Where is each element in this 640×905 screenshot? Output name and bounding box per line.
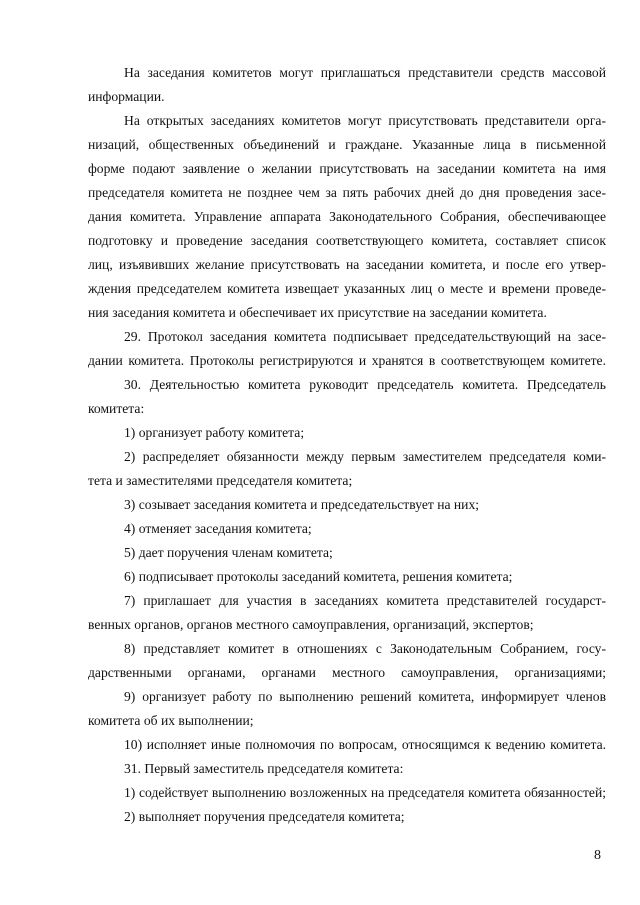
text-line: 4) отменяет заседания комитета; [124,521,312,536]
text-line: 10) исполняет иные полномочия по вопросам, относящимся к ведению комитета. [124,737,606,752]
text-line: 8) представляет комитет в отношениях с Законодательным Собранием, госу- [124,641,606,656]
text-line: дании комитета. Протоколы регистрируются и хранятся в соответствующем комитете. [88,353,606,368]
text-line: На открытых заседаниях комитетов могут присутствовать представители орга- [124,113,606,128]
text-line: комитета: [88,401,145,416]
text-line: дарственными органами, органами местного самоуправления, организациями; [88,665,606,680]
text-line: форме подают заявление о желании присутствовать на заседании комитета на имя [88,161,606,176]
text-line: 5) дает поручения членам комитета; [124,545,333,560]
text-line: На заседания комитетов могут приглашаться представители средств массовой [124,65,606,80]
text-line: 6) подписывает протоколы заседаний комитета, решения комитета; [124,569,513,584]
text-line: дания комитета. Управление аппарата Законодательного Собрания, обеспечивающее [88,209,606,224]
text-line: председателя комитета не позднее чем за пять рабочих дней до дня проведения засе- [88,185,606,200]
text-line: 31. Первый заместитель председателя комитета: [124,761,404,776]
text-line: лиц, изъявивших желание присутствовать на заседании комитета, и после его утвер- [88,257,606,272]
text-line: 9) организует работу по выполнению решений комитета, информирует членов [124,689,606,704]
text-line: 1) содействует выполнению возложенных на председателя комитета обязанностей; [124,785,606,800]
text-line: 30. Деятельностью комитета руководит председатель комитета. Председатель [124,377,606,392]
text-line: комитета об их выполнении; [88,713,254,728]
text-line: 29. Протокол заседания комитета подписывает председательствующий на засе- [124,329,606,344]
text-line: 2) выполняет поручения председателя комитета; [124,809,405,824]
page-number: 8 [594,848,601,863]
text-line: тета и заместителями председателя комитета; [88,473,353,488]
text-line: 2) распределяет обязанности между первым заместителем председателя коми- [124,449,606,464]
text-line: ния заседания комитета и обеспечивает их присутствие на заседании комитета. [88,305,547,320]
text-line: 3) созывает заседания комитета и председательствует на них; [124,497,480,512]
text-line: подготовку и проведение заседания соответствующего комитета, составляет список [88,233,606,248]
text-line: 1) организует работу комитета; [124,425,305,440]
text-line: 7) приглашает для участия в заседаниях комитета представителей государст- [124,593,606,608]
text-line: венных органов, органов местного самоуправления, организаций, экспертов; [88,617,534,632]
text-line: ждения председателем комитета извещает указанных лиц о месте и времени проведе- [88,281,606,296]
text-line: низаций, общественных объединений и граждане. Указанные лица в письменной [88,137,606,152]
text-line: информации. [88,89,165,104]
